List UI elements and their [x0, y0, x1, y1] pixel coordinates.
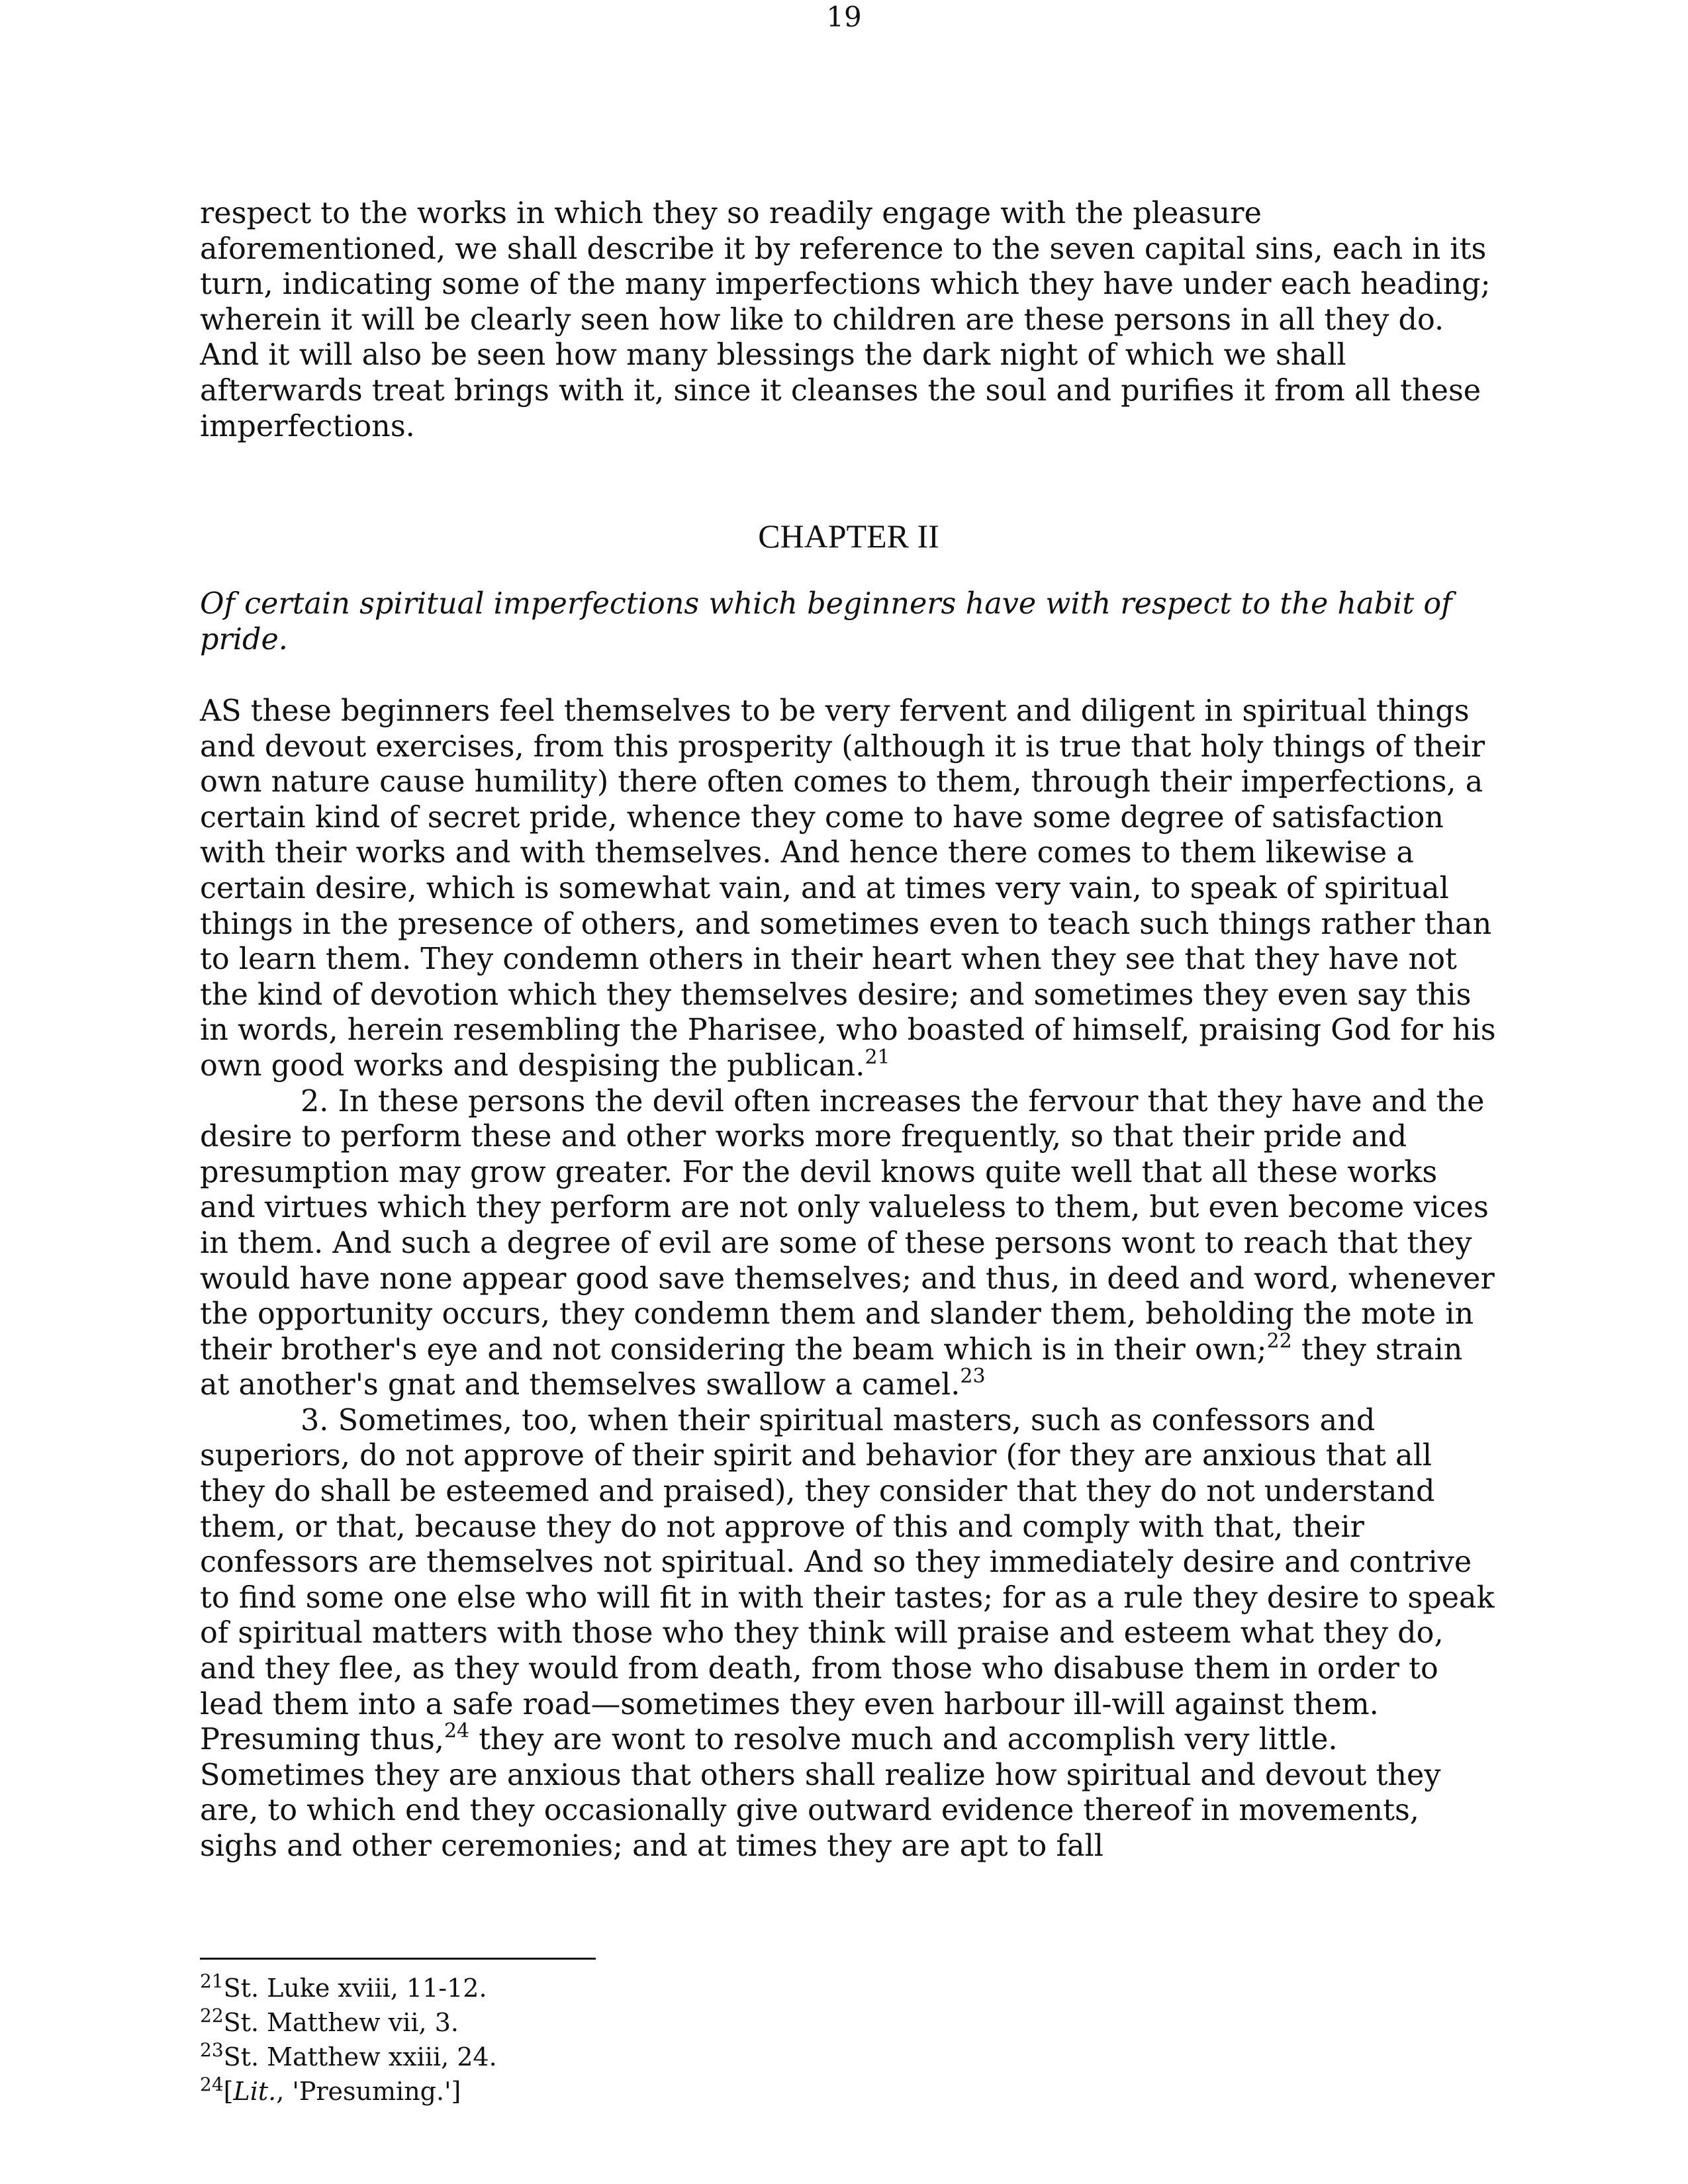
paragraph-1-text: AS these beginners feel themselves to be very fervent and diligent in spiritual things and devout exercises, from this prosperity (although it is true that holy things of their own nature cause humility) there often comes to them, through their imperfections, a certain kind of secret pride, whence they come to have some degree of satisfaction with their works and with themselves. And hence there comes to them likewise a certain desire, which is somewhat vain, and at times very vain, to speak of spiritual things in the presence of others, and sometimes even to teach such things rather than to learn them. They condemn others in their heart when they see that they have not the kind of devotion which they themselves desire; and sometimes they even say this in words, herein resembling the Pharisee, who boasted of himself, praising God for his own good works and despising the publican.: [200, 694, 1496, 1083]
footnote-number: 22: [200, 2005, 224, 2026]
footnote-ref-23[interactable]: 23: [960, 1365, 986, 1388]
footnote-text: St. Luke xviii, 11-12.: [223, 1974, 487, 2003]
footnote-divider: [200, 1958, 596, 1960]
footnote-number: 23: [200, 2039, 224, 2061]
footnote-ref-24[interactable]: 24: [444, 1719, 470, 1743]
chapter-heading: CHAPTER II: [758, 518, 939, 555]
footnote-text: St. Matthew vii, 3.: [223, 2008, 459, 2037]
paragraph-2-text-b: they strain at another's gnat and themselves swallow a camel.: [200, 1332, 1463, 1402]
footnote-italic: Lit.: [233, 2077, 277, 2106]
footnote-number: 21: [200, 1970, 224, 1992]
page-content: [200, 196, 1497, 1863]
footnote-text: , 'Presuming.']: [276, 2077, 461, 2106]
paragraph-3: [200, 1403, 1497, 1864]
footnote-22: [200, 2005, 1497, 2040]
paragraph-2: [200, 1084, 1497, 1403]
opening-paragraph: respect to the works in which they so readily engage with the pleasure aforementioned, we shall describe it by reference to the seven capital sins, each in its turn, indicating some of the many imperfections which they have under each heading; wherein it will be clearly seen how like to children are these persons in all they do. And it will also be seen how many blessings the dark night of which we shall afterwards treat brings with it, since it cleanses the soul and purifies it from all these imperfections.: [200, 197, 1491, 443]
paragraph-3-text-b: they are wont to resolve much and accomplish very little. Sometimes they are anxious that others shall realize how spiritual and devout they are, to which end they occasionally give outward evidence thereof in movements, sighs and other ceremonies; and at times they are apt to fall: [200, 1723, 1441, 1863]
footnote-ref-22[interactable]: 22: [1266, 1329, 1292, 1353]
paragraph-1: [200, 694, 1497, 1084]
footnote-21: [200, 1971, 1497, 2005]
chapter-body: [200, 694, 1497, 1864]
chapter-subtitle: Of certain spiritual imperfections which beginners have with respect to the habit of pride.: [200, 587, 1452, 657]
footnote-ref-21[interactable]: 21: [865, 1045, 890, 1069]
footnote-text: St. Matthew xxiii, 24.: [223, 2042, 497, 2071]
footnote-24: [200, 2074, 1497, 2109]
footnote-number: 24: [200, 2073, 224, 2095]
paragraph-3-text-a: 3. Sometimes, too, when their spiritual masters, such as confessors and superiors, do not approve of their spirit and behavior (for they are anxious that all they do shall be esteemed and praised), they consider that they do not understand them, or that, because they do not approve of this and comply with that, their confessors are themselves not spiritual. And so they immediately desire and contrive to find some one else who will fit in with their tastes; for as a rule they desire to speak of spiritual matters with those who they think will praise and esteem what they do, and they flee, as they would from death, from those who disabuse them in order to lead them into a safe road—sometimes they even harbour ill-will against them. Presuming thus,: [200, 1403, 1495, 1757]
footnote-23: [200, 2040, 1497, 2074]
footnotes: [200, 1971, 1497, 2109]
footnote-prefix: [: [223, 2077, 234, 2106]
page-number: 19: [826, 1, 862, 33]
paragraph-2-text-a: 2. In these persons the devil often increases the fervour that they have and the desire to perform these and other works more frequently, so that their pride and presumption may grow greater. For the devil knows quite well that all these works and virtues which they perform are not only valueless to them, but even become vices in them. And such a degree of evil are some of these persons wont to reach that they would have none appear good save themselves; and thus, in deed and word, whenever the opportunity occurs, they condemn them and slander them, beholding the mote in their brother's eye and not considering the beam which is in their own;: [200, 1084, 1495, 1367]
